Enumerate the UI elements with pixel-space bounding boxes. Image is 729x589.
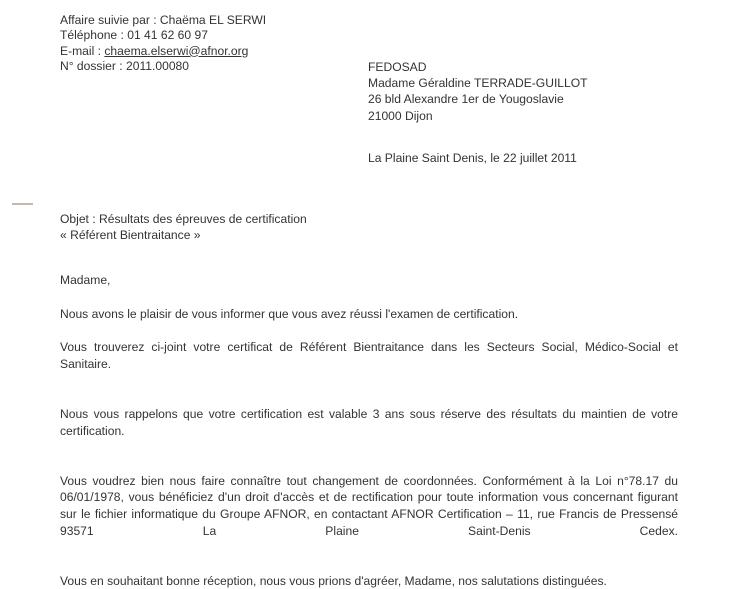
- sender-reference-block: [60, 13, 266, 74]
- body-paragraph-4: Vous voudrez bien nous faire connaître tout changement de coordonnées. Conformément à la Loi n°78.17 du 06/01/1978, vous bénéficiez d'un droit d'accès et de rectification pour toute information vous concernant figurant sur le fichier informatique du Groupe AFNOR, en contactant AFNOR Certification – 11, rue Francis de Pressensé 93571 La Plaine Saint-Denis Cedex.: [60, 473, 678, 538]
- sender-email-link[interactable]: chaema.elserwi@afnor.org: [104, 43, 249, 58]
- scan-artifact-mark: [12, 203, 33, 205]
- sender-email-label: E-mail :: [60, 43, 105, 58]
- subject-line-2: « Référent Bientraitance »: [60, 228, 201, 243]
- sender-case-officer: Affaire suivie par : Chaëma EL SERWI: [60, 13, 267, 27]
- recipient-organization: FEDOSAD: [368, 60, 427, 74]
- recipient-name: Madame Géraldine TERRADE-GUILLOT: [368, 76, 588, 91]
- recipient-address-block: [368, 59, 588, 124]
- sender-email-line: [60, 44, 266, 59]
- sender-phone: Téléphone : 01 41 62 60 97: [60, 28, 208, 43]
- body-paragraph-2: Vous trouverez ci-joint votre certificat de Référent Bientraitance dans les Secteurs Social, Médico-Social et Sanitaire.: [60, 340, 678, 371]
- letter-body: [60, 272, 678, 589]
- subject-block: [60, 211, 307, 244]
- recipient-street: 26 bld Alexandre 1er de Yougoslavie: [368, 92, 564, 107]
- body-paragraph-5: Vous en souhaitant bonne réception, nous vous prions d'agréer, Madame, nos salutations distinguées.: [60, 573, 607, 588]
- recipient-city: 21000 Dijon: [368, 108, 433, 123]
- place-and-date: La Plaine Saint Denis, le 22 juillet 2011: [368, 151, 577, 165]
- body-paragraph-3: Nous vous rappelons que votre certification est valable 3 ans sous réserve des résultats du maintien de votre certification.: [60, 406, 678, 438]
- subject-line-1: Objet : Résultats des épreuves de certification: [60, 212, 307, 226]
- salutation: Madame,: [60, 273, 111, 287]
- body-paragraph-1: Nous avons le plaisir de vous informer que vous avez réussi l'examen de certification.: [60, 306, 519, 321]
- sender-file-number: N° dossier : 2011.00080: [60, 58, 189, 73]
